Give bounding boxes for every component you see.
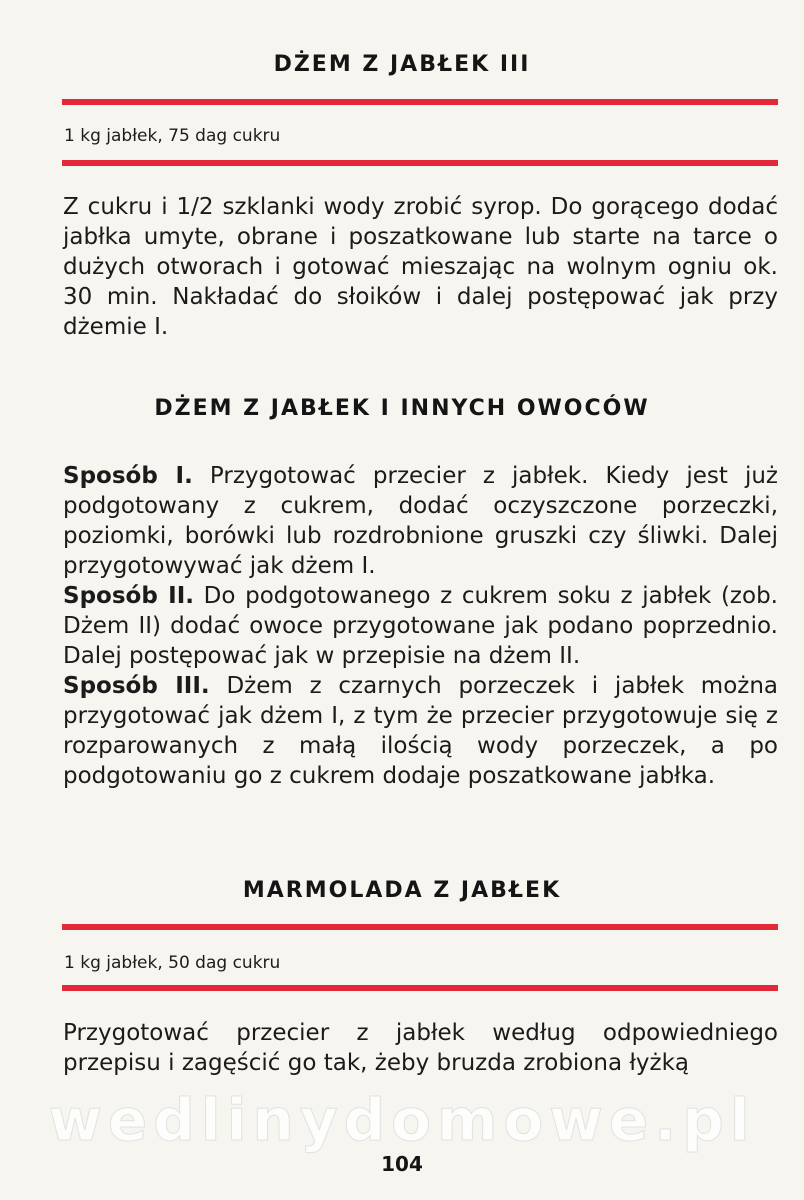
recipe-title-marmolada-z-jablek: MARMOLADA Z JABŁEK xyxy=(242,878,562,903)
ingredients-line-1: 1 kg jabłek, 75 dag cukru xyxy=(64,126,281,146)
method-text: Dżem z czarnych porzeczek i jabłek można przygotować jak dżem I, z tym że przecier przygotowuje się z rozparowanych z małą ilością wody porzeczek, a po podgotowaniu go z cukrem dodaje poszatkowane jabłka. xyxy=(63,673,779,789)
ingredients-line-3: 1 kg jabłek, 50 dag cukru xyxy=(64,953,281,973)
watermark-text: wedlinydomowe.pl xyxy=(48,1086,756,1154)
red-rule-top-3 xyxy=(62,924,778,930)
recipe-title-dzem-z-jablek-3: DŻEM Z JABŁEK III xyxy=(273,52,531,77)
recipe-paragraph: Przygotować przecier z jabłek według odpowiedniego przepisu i zagęścić go tak, żeby bruzda zrobiona łyżką xyxy=(63,1020,778,1076)
method-text: Przygotować przecier z jabłek. Kiedy jest już podgotowany z cukrem, dodać oczyszczone porzeczki, poziomki, borówki lub rozdrobnione gruszki czy śliwki. Dalej przygotowywać jak dżem I. xyxy=(63,463,778,579)
method-1 xyxy=(63,461,778,581)
method-label: Sposób II. xyxy=(63,583,194,609)
method-3 xyxy=(63,671,778,791)
recipe-text-3 xyxy=(63,1018,778,1078)
red-rule-bottom-3 xyxy=(62,985,778,991)
recipe-title-dzem-z-jablek-i-innych-owocow: DŻEM Z JABŁEK I INNYCH OWOCÓW xyxy=(154,396,650,421)
page-number: 104 xyxy=(381,1152,423,1176)
red-rule-top-1 xyxy=(62,99,778,105)
red-rule-bottom-1 xyxy=(62,160,778,166)
recipe-paragraph: Z cukru i 1/2 szklanki wody zrobić syrop. Do gorącego dodać jabłka umyte, obrane i poszatkowane lub starte na tarce o dużych otworach i gotować mieszając na wolnym ogniu ok. 30 min. Nakładać do słoików i dalej postępować jak przy dżemie I. xyxy=(63,194,778,340)
method-label: Sposób I. xyxy=(63,463,193,489)
recipe-text-1 xyxy=(63,192,778,342)
method-2 xyxy=(63,581,778,671)
method-label: Sposób III. xyxy=(63,673,210,699)
recipe-text-2 xyxy=(63,461,778,791)
method-text: Do podgotowanego z cukrem soku z jabłek (zob. Dżem II) dodać owoce przygotowane jak podano poprzednio. Dalej postępować jak w przepisie na dżem II. xyxy=(63,583,778,669)
